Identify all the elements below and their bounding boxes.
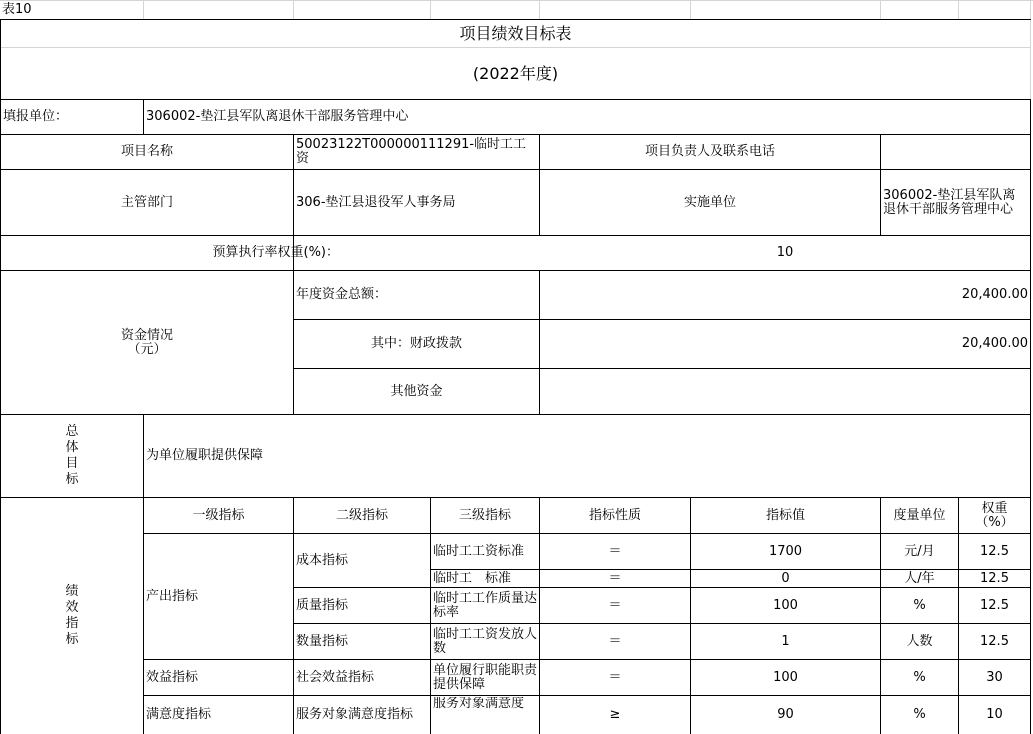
annual-total-value: 20,400.00 — [961, 287, 1028, 302]
row-value: 90 — [777, 707, 794, 722]
row-nature: ＝ — [608, 597, 622, 613]
level2-service-satisfaction: 服务对象满意度指标 — [296, 707, 414, 722]
gridline — [143, 0, 144, 19]
dept-label: 主管部门 — [120, 194, 173, 210]
header-level1: 一级指标 — [192, 507, 245, 523]
header-value: 指标值 — [765, 507, 805, 523]
row-level3: 临时工 标准 — [433, 570, 512, 586]
border — [1030, 99, 1031, 734]
indicators-label: 绩效指标 — [65, 584, 79, 647]
project-name-label: 项目名称 — [120, 144, 173, 159]
row-value: 1 — [781, 633, 790, 649]
impl-unit-label: 实施单位 — [683, 194, 736, 210]
budget-weight-value: 10 — [776, 245, 794, 260]
level1-benefit: 效益指标 — [146, 669, 199, 685]
impl-unit-value: 306002-垫江县军队离退休干部服务管理中心 — [883, 187, 1016, 217]
gridline — [0, 0, 1033, 1]
row-level3: 临时工工作质量达标率 — [433, 590, 538, 620]
level1-output: 产出指标 — [146, 588, 199, 604]
dept-value: 306-垫江县退役军人事务局 — [296, 194, 456, 210]
fill-unit-value: 306002-垫江县军队离退休干部服务管理中心 — [146, 109, 409, 124]
gridline — [880, 0, 881, 19]
project-leader-label: 项目负责人及联系电话 — [644, 144, 775, 159]
sheet-label: 表10 — [2, 1, 32, 17]
row-value: 0 — [781, 570, 790, 586]
level2-quantity: 数量指标 — [296, 633, 349, 649]
fiscal-label: 其中：财政拨款 — [370, 336, 462, 351]
budget-weight-label: 预算执行率权重(%)： — [212, 245, 339, 260]
row-value: 100 — [773, 669, 798, 685]
row-nature: ＝ — [608, 669, 622, 685]
row-weight: 12.5 — [980, 570, 1009, 586]
fiscal-value: 20,400.00 — [961, 336, 1028, 351]
row-level3: 临时工工资发放人数 — [433, 626, 538, 656]
header-level3: 三级指标 — [458, 507, 511, 523]
row-weight: 12.5 — [980, 543, 1009, 559]
overall-goal-label: 总体目标 — [65, 424, 79, 487]
project-leader-value — [881, 135, 1030, 169]
row-level3: 临时工工资标准 — [433, 543, 525, 559]
row-nature: ＝ — [608, 543, 622, 559]
header-level2: 二级指标 — [335, 507, 388, 523]
level2-social: 社会效益指标 — [296, 669, 375, 685]
row-unit: 人数 — [906, 633, 933, 649]
level1-satisfaction: 满意度指标 — [146, 707, 212, 722]
row-value: 1700 — [768, 543, 803, 559]
header-nature: 指标性质 — [588, 507, 641, 523]
annual-total-label: 年度资金总额： — [296, 287, 388, 302]
row-unit: 人/年 — [904, 570, 935, 586]
other-funds-value — [540, 369, 1030, 414]
header-weight: 权重（%） — [975, 500, 1014, 530]
overall-goal-value: 为单位履职提供保障 — [146, 448, 264, 463]
gridline — [690, 0, 691, 19]
header-unit: 度量单位 — [893, 507, 946, 523]
project-name-value: 50023122T000000111291-临时工工资 — [296, 137, 527, 166]
row-unit: % — [913, 669, 926, 685]
row-level3: 服务对象满意度 — [433, 697, 525, 711]
level2-cost: 成本指标 — [296, 552, 349, 568]
row-nature: ≥ — [609, 707, 621, 722]
gridline — [539, 0, 540, 19]
row-unit: % — [913, 597, 926, 613]
other-funds-label: 其他资金 — [390, 383, 443, 399]
gridline — [430, 0, 431, 19]
level2-quality: 质量指标 — [296, 597, 349, 613]
year-label: (2022年度) — [472, 63, 559, 83]
page-title: 项目绩效目标表 — [459, 23, 572, 43]
row-weight: 12.5 — [980, 633, 1009, 649]
row-nature: ＝ — [608, 570, 622, 586]
row-weight: 10 — [986, 707, 1003, 722]
row-unit: 元/月 — [904, 543, 935, 559]
gridline — [293, 0, 294, 19]
row-value: 100 — [773, 597, 798, 613]
row-weight: 12.5 — [980, 597, 1009, 613]
row-weight: 30 — [986, 669, 1003, 685]
funds-label: 资金情况（元） — [121, 327, 174, 357]
row-unit: % — [913, 707, 926, 722]
gridline — [958, 0, 959, 19]
row-level3: 单位履行职能职责提供保障 — [433, 662, 538, 692]
fill-unit-label: 填报单位： — [3, 109, 69, 124]
row-nature: ＝ — [608, 633, 622, 649]
